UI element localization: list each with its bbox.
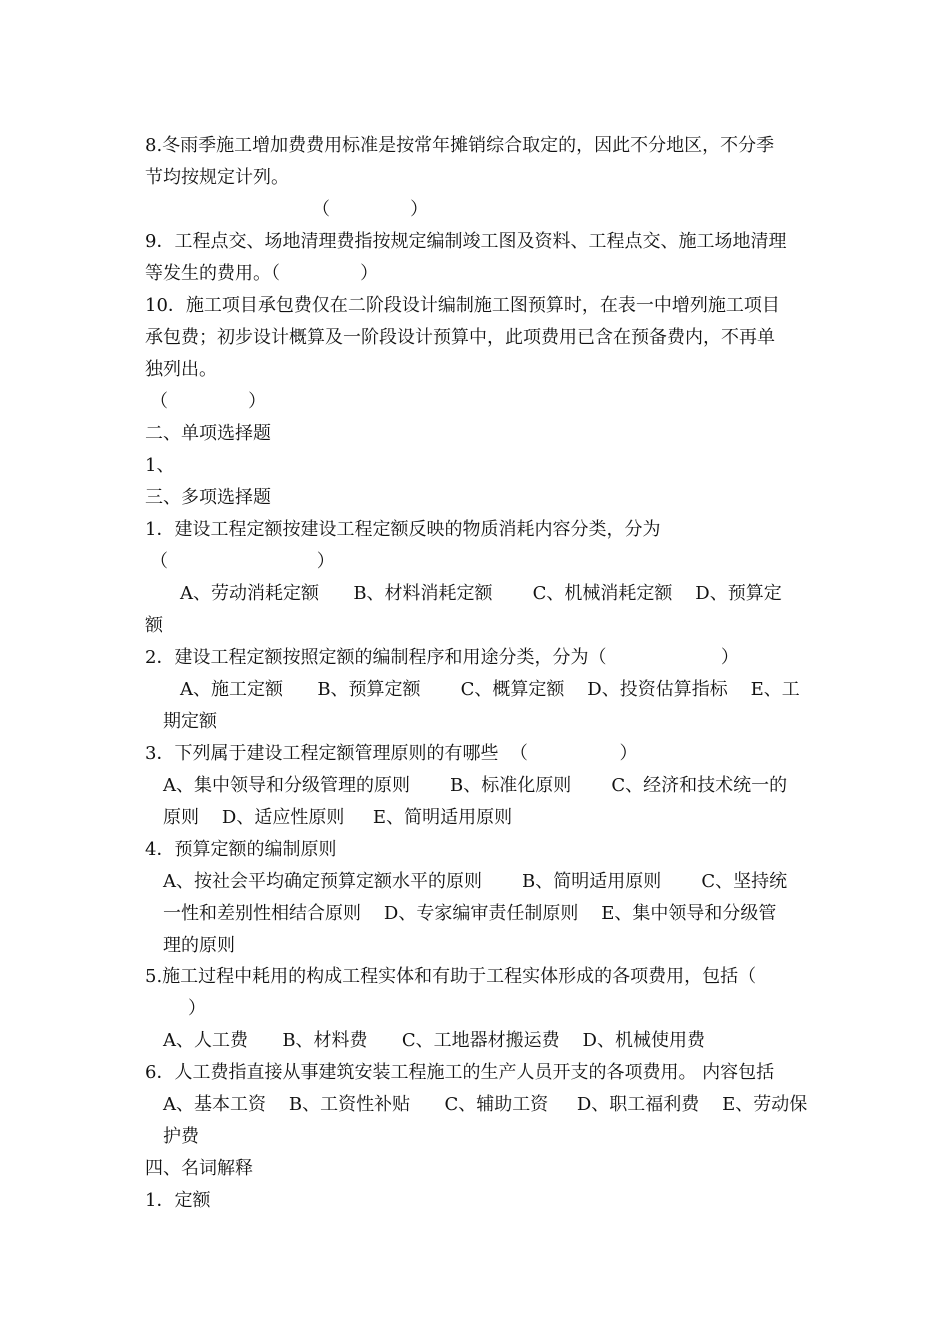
question-9-line-2: 等发生的费用。（ ） [145, 263, 379, 284]
question-10-line-1: 10．施工项目承包费仅在二阶段设计编制施工图预算时，在表一中增列施工项目 [145, 295, 780, 316]
mc-question-1-stem: 1．建设工程定额按建设工程定额反映的物质消耗内容分类，分为 [145, 519, 661, 540]
mc-question-5-stem: 5.施工过程中耗用的构成工程实体和有助于工程实体形成的各项费用，包括（ [145, 966, 757, 987]
single-choice-item-1: 1、 [145, 455, 175, 476]
mc-question-3-options: A、集中领导和分级管理的原则 B、标准化原则 C、经济和技术统一的 [163, 775, 788, 796]
mc-question-4-options: A、按社会平均确定预算定额水平的原则 B、简明适用原则 C、坚持统 [163, 871, 788, 892]
mc-question-5-options: A、人工费 B、材料费 C、工地器材搬运费 D、机械使用费 [163, 1030, 705, 1051]
question-8-line-1: 8.冬雨季施工增加费费用标准是按常年摊销综合取定的，因此不分地区，不分季 [145, 135, 775, 156]
mc-question-2-options-wrap: 期定额 [163, 711, 217, 732]
question-10-line-3: 独列出。 [145, 359, 217, 380]
mc-question-3-options-wrap: 原则 D、适应性原则 E、简明适用原则 [163, 807, 513, 828]
section-heading-single-choice: 二、单项选择题 [145, 423, 271, 444]
question-10-line-2: 承包费；初步设计概算及一阶段设计预算中，此项费用已含在预备费内，不再单 [145, 327, 775, 348]
mc-question-2-stem: 2．建设工程定额按照定额的编制程序和用途分类，分为（ ） [145, 647, 739, 668]
question-8-answer-blank: （ ） [312, 199, 429, 220]
mc-question-1-blank: （ ） [150, 551, 335, 572]
mc-question-1-options: A、劳动消耗定额 B、材料消耗定额 C、机械消耗定额 D、预算定 [180, 583, 782, 604]
section-heading-term-definitions: 四、名词解释 [145, 1158, 253, 1179]
mc-question-3-stem: 3．下列属于建设工程定额管理原则的有哪些 （ ） [145, 743, 638, 764]
mc-question-6-stem: 6．人工费指直接从事建筑安装工程施工的生产人员开支的各项费用。 内容包括 [145, 1062, 775, 1083]
mc-question-5-blank: ） [188, 998, 206, 1019]
mc-question-4-options-wrap-1: 一性和差别性相结合原则 D、专家编审责任制原则 E、集中领导和分级管 [163, 903, 777, 924]
mc-question-6-options: A、基本工资 B、工资性补贴 C、辅助工资 D、职工福利费 E、劳动保 [163, 1094, 808, 1115]
mc-question-4-stem: 4．预算定额的编制原则 [145, 839, 337, 860]
section-heading-multiple-choice: 三、多项选择题 [145, 487, 271, 508]
mc-question-2-options: A、施工定额 B、预算定额 C、概算定额 D、投资估算指标 E、工 [180, 679, 800, 700]
question-8-line-2: 节均按规定计列。 [145, 167, 289, 188]
mc-question-6-options-wrap: 护费 [163, 1126, 199, 1147]
question-10-answer-blank: （ ） [150, 391, 267, 412]
mc-question-1-options-wrap: 额 [145, 615, 163, 636]
mc-question-4-options-wrap-2: 理的原则 [163, 935, 235, 956]
term-definition-item-1: 1．定额 [145, 1190, 211, 1211]
question-9-line-1: 9．工程点交、场地清理费指按规定编制竣工图及资料、工程点交、施工场地清理 [145, 231, 787, 252]
